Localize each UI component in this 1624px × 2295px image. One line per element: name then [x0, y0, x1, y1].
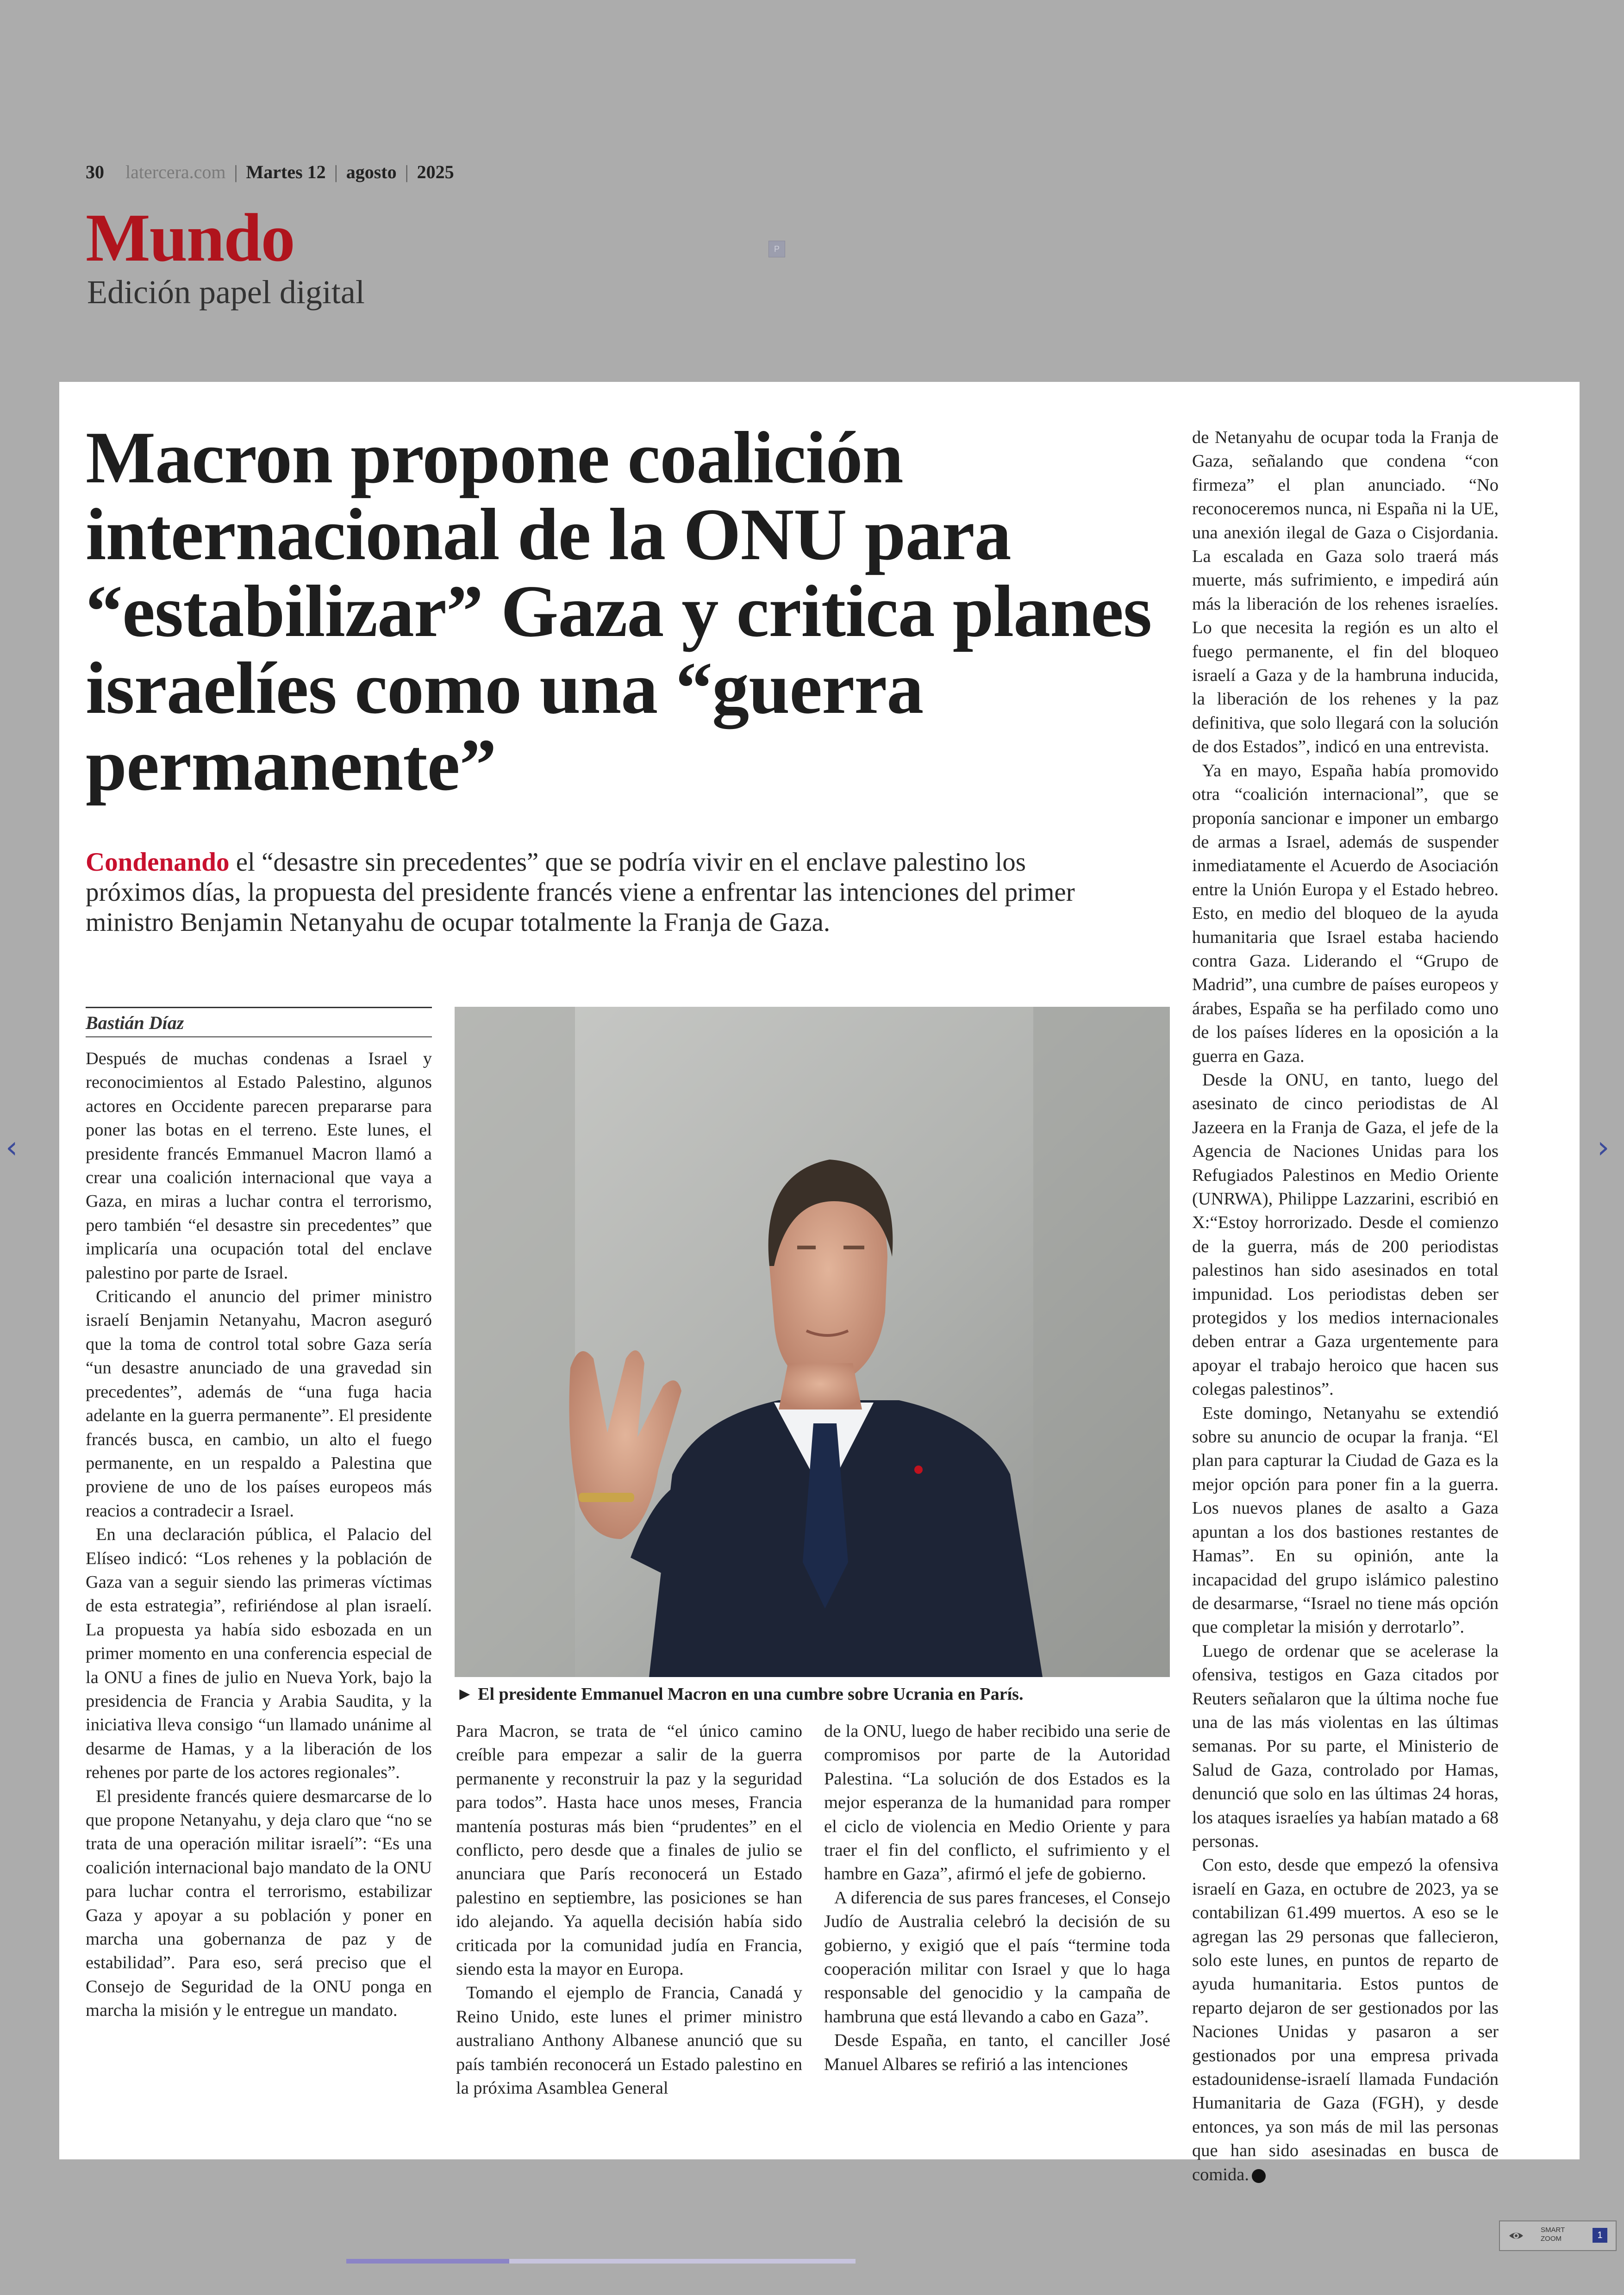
issue-day: Martes 12: [246, 162, 326, 182]
paragraph: El presidente francés quiere desmarcarse de lo que propone Netanyahu, y deja claro que “no se trata de una operación militar israelí”: “Es una coalición internacional bajo mandato de la ONU para luchar contra el terrorismo, estabilizar Gaza y apoyar a su población y poner en marcha una gobernanza de paz y de estabilidad”. Para eso, será preciso que el Consejo de Seguridad de la ONU ponga en marcha la misión y le entregue un mandato.: [86, 1786, 432, 2021]
article-column-3: [824, 1720, 1170, 2077]
article-column-4: [1192, 426, 1499, 2187]
paragraph: Tomando el ejemplo de Francia, Canadá y Reino Unido, este lunes el primer ministro australiano Anthony Albanese anunció que su país también reconocerá un Estado palestino en la próxima Asamblea General: [456, 1983, 802, 2098]
paragraph: [1192, 1853, 1499, 2187]
issue-year: 2025: [417, 162, 454, 182]
issue-month: agosto: [346, 162, 397, 182]
lead-text: el “desastre sin precedentes” que se podría vivir en el enclave palestino los próximos días, la propuesta del presidente francés viene a enfrentar las intenciones del primer ministro Benjamin Netanyahu de ocupar totalmente la Franja de Gaza.: [86, 848, 1075, 937]
smart-zoom-badge: 1: [1593, 2228, 1607, 2243]
paragraph: A diferencia de sus pares franceses, el Consejo Judío de Australia celebró la decisión de su gobierno, y exigió que el país “termine toda cooperación militar con Israel y que lo haga responsable del genocidio y la campaña de hambruna que está llevando a cabo en Gaza”.: [824, 1888, 1170, 2027]
article-lead: [86, 847, 1104, 937]
site-name: latercera.com: [125, 162, 226, 182]
page-progress-bar[interactable]: [346, 2259, 856, 2264]
article-photo: [455, 1007, 1170, 1677]
smart-zoom-label: [1541, 2226, 1565, 2243]
smart-zoom-label-line1: SMART: [1541, 2226, 1565, 2234]
prev-page-button[interactable]: ‹: [6, 1129, 18, 1165]
paragraph: Luego de ordenar que se acelerase la ofensiva, testigos en Gaza citados por Reuters señalaron que la última noche fue una de las más violentas en las últimas semanas. Por su parte, el Ministerio de Salud de Gaza, controlado por Hamas, denunció que solo en las últimas 24 horas, los ataques israelíes ya habían matado a 68 personas.: [1192, 1641, 1499, 1851]
article-column-1: [86, 1047, 432, 2023]
paragraph: Desde España, en tanto, el canciller José Manuel Albares se refirió a las intenciones: [824, 2031, 1170, 2074]
paragraph: Después de muchas condenas a Israel y reconocimientos al Estado Palestino, algunos actores en Occidente parecen prepararse para poner las botas en el terreno. Este lunes, el presidente francés Emmanuel Macron llamó a crear una coalición internacional que vaya a Gaza, en miras a luchar contra el terrorismo, pero también “el desastre sin precedentes” que implicaría una ocupación total del enclave palestino por parte de Israel.: [86, 1049, 432, 1283]
paragraph: Ya en mayo, España había promovido otra “coalición internacional”, que se proponía sancionar e imponer un embargo de armas a Israel, además de suspender inmediatamente el Acuerdo de Asociación entre la Unión Europa y el Estado hebreo. Esto, en medio del bloqueo de la ayuda humanitaria que Israel estaba haciendo contra Gaza. Liderando el “Grupo de Madrid”, una cumbre de países europeos y árabes, España se ha perfilado como uno de los países líderes en la oposición a la guerra en Gaza.: [1192, 761, 1499, 1066]
macron-photo-illustration: [455, 1007, 1170, 1677]
paragraph: Para Macron, se trata de “el único camino creíble para empezar a salir de la guerra permanente y reconstruir la paz y la seguridad para todos”. Hasta hace unos meses, Francia mantenía posturas más bien “prudentes” en el conflicto, pero desde que a finales de julio se anunciara que París reconocerá un Estado palestino en septiembre, las posiciones se han ido alejando. Ya aquella decisión había sido criticada por la comunidad judía en Francia, siendo esta la mayor en Europa.: [456, 1721, 802, 1979]
article-headline: Macron propone coalición internacional de la ONU para “estabilizar” Gaza y critica planes israelíes como una “guerra permanente”: [86, 416, 1152, 806]
smart-zoom-label-line2: ZOOM: [1541, 2235, 1562, 2243]
next-page-button[interactable]: ›: [1597, 1129, 1610, 1165]
paragraph: de la ONU, luego de haber recibido una serie de compromisos por parte de la Autoridad Palestina. “La solución de dos Estados es la mejor esperanza de la humanidad para romper el ciclo de violencia en Medio Oriente y para traer el fin del conflicto, el sufrimiento y el hambre en Gaza”, afirmó el jefe de gobierno.: [824, 1721, 1170, 1884]
paragraph: Este domingo, Netanyahu se extendió sobre su anuncio de ocupar la franja. “El plan para capturar la Ciudad de Gaza es la mejor opción para poner fin a la guerra. Los nuevos planes de asalto a Gaza apuntan a los dos bastiones restantes de Hamas”. En su opinión, ante la incapacidad del grupo islámico palestino de desarmarse, “Israel no tiene más opción que completar la misión y derrotarlo”.: [1192, 1403, 1499, 1637]
photo-caption: ► El presidente Emmanuel Macron en una cumbre sobre Ucrania en París.: [456, 1684, 1024, 1704]
lead-dropword: Condenando: [86, 848, 230, 877]
edition-subtitle: Edición papel digital: [87, 274, 365, 311]
paragraph-text: Con esto, desde que empezó la ofensiva israelí en Gaza, en octubre de 2023, ya se contabilizan 61.499 muertos. A eso se le agregan las 29 personas que fallecieron, solo este lunes, en puntos de reparto de ayuda humanitaria. Estos puntos de reparto dejaron de ser gestionados por las Naciones Unidas y pasaron a ser gestionados por una empresa privada estadounidense-israelí llamada Fundación Humanitaria de Gaza (FGH), y desde entonces, ya son más de mil las personas que han sido asesinadas en busca de comida.: [1192, 1855, 1499, 2184]
page-number: 30: [86, 162, 104, 182]
paragraph: Desde la ONU, en tanto, luego del asesinato de cinco periodistas de Al Jazeera en la Franja de Gaza, el jefe de la Agencia de Naciones Unidas para los Refugiados Palestinos en Medio Oriente (UNRWA), Philippe Lazzarini, escribió en X:“Estoy horrorizado. Desde el comienzo de la guerra, más de 200 periodistas palestinos han sido asesinados en total impunidad. Los periodistas deben ser protegidos y los medios internacionales deben entrar a Gaza urgentemente para apoyar el trabajo heroico que hacen sus colegas palestinos”.: [1192, 1070, 1499, 1399]
smart-zoom-button[interactable]: [1499, 2220, 1617, 2251]
end-mark-icon: [1252, 2169, 1266, 2183]
page-progress-fill: [346, 2259, 509, 2264]
page-marker-icon: P: [768, 241, 785, 257]
section-title: Mundo: [86, 200, 294, 276]
byline: Bastián Díaz: [86, 1007, 432, 1037]
paragraph: Criticando el anuncio del primer ministro israelí Benjamin Netanyahu, Macron aseguró que la toma de control total sobre Gaza sería “un desastre anunciado de una gravedad sin precedentes”, además de “una fuga hacia adelante en la guerra permanente”. El presidente francés busca, en cambio, un alto el fuego permanente, en un respaldo a Palestina que proviene de uno de los países europeos más reacios a contradecir a Israel.: [86, 1287, 432, 1521]
article-column-2: [456, 1720, 802, 2101]
paragraph: de Netanyahu de ocupar toda la Franja de Gaza, señalando que condena “con firmeza” el plan anunciado. “No reconoceremos nunca, ni España ni la UE, una anexión ilegal de Gaza o Cisjordania. La escalada en Gaza solo traerá más muerte, más sufrimiento, e impedirá aún más la liberación de los rehenes israelíes. Lo que necesita la región es un alto el fuego permanente, el fin del bloqueo israelí a Gaza y de la hambruna inducida, la liberación de los rehenes y la paz definitiva, que solo llegará con la solución de dos Estados”, indicó en una entrevista.: [1192, 428, 1499, 757]
page-header: 30 latercera.com | Martes 12 | agosto | 2025: [86, 162, 454, 182]
eye-icon: [1508, 2228, 1524, 2244]
paragraph: En una declaración pública, el Palacio del Elíseo indicó: “Los rehenes y la población de Gaza van a seguir siendo las primeras víctimas de esta estrategia”, refiriéndose al plan israelí. La propuesta ya había sido esbozada en un primer momento en una conferencia especial de la ONU a fines de julio en Nueva York, bajo la presidencia de Francia y Arabia Saudita, y la iniciativa lleva consigo “un llamado unánime al desarme de Hamas, y a la liberación de los rehenes por parte de los actores regionales”.: [86, 1525, 432, 1783]
